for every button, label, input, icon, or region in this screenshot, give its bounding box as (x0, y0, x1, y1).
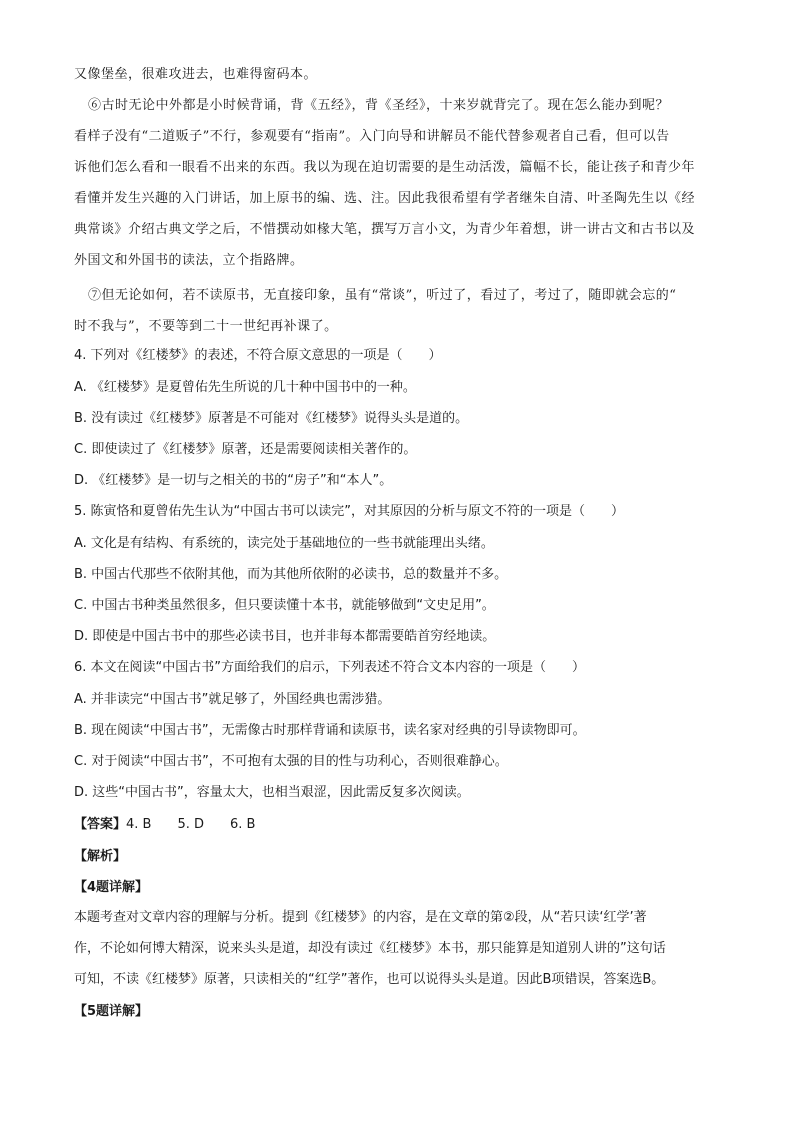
question-stem: 5. 陈寅恪和夏曾佑先生认为“中国古书可以读完”，对其原因的分析与原文不符的一项是（ ） (74, 504, 625, 519)
question-option: B. 没有读过《红楼梦》原著是不可能对《红楼梦》说得头头是道的。 (74, 411, 469, 426)
question-option: D. 《红楼梦》是一切与之相关的书的“房子”和“本人”。 (74, 473, 393, 488)
detail-line: 可知，不读《红楼梦》原著，只读相关的“红学”著作，也可以说得头头是道。因此B项错误，答案选B。 (74, 972, 665, 987)
detail-line: 作，不论如何博大精深，说来头头是道，却没有读过《红楼梦》本书，那只能算是知道别人讲的”这句话 (74, 941, 666, 956)
question-option: A. 文化是有结构、有系统的，读完处于基础地位的一些书就能理出头绪。 (74, 536, 494, 551)
q5-detail-label: 【5题详解】 (74, 1004, 149, 1019)
question-option: B. 现在阅读“中国古书”，无需像古时那样背诵和读原书，读名家对经典的引导读物即可。 (74, 723, 586, 738)
passage-line: ⑦但无论如何，若不读原书，无直接印象，虽有“常谈”，听过了，看过了，考过了，随即就会忘的“ (88, 288, 677, 303)
question-option: A. 《红楼梦》是夏曾佑先生所说的几十种中国书中的一种。 (74, 380, 416, 395)
passage-line: 又像堡垒，很难攻进去，也难得窗码本。 (74, 67, 318, 82)
passage-line: ⑥古时无论中外都是小时候背诵，背《五经》，背《圣经》，十来岁就背完了。现在怎么能办到呢？ (88, 98, 670, 113)
question-stem: 6. 本文在阅读“中国古书”方面给我们的启示，下列表述不符合文本内容的一项是（ ） (74, 660, 586, 675)
question-option: D. 这些“中国古书”，容量太大，也相当艰涩，因此需反复多次阅读。 (74, 785, 470, 800)
passage-line: 看样子没有“二道贩子”不行，参观要有“指南”。入门向导和讲解员不能代替参观者自己看，但可以告 (74, 129, 670, 144)
question-option: A. 并非读完“中国古书”就足够了，外国经典也需涉猎。 (74, 692, 391, 707)
passage-line: 外国文和外国书的读法，立个指路牌。 (74, 253, 304, 268)
question-option: C. 中国古书种类虽然很多，但只要读懂十本书，就能够做到“文史足用”。 (74, 598, 495, 613)
analysis-label: 【解析】 (74, 849, 127, 864)
question-stem: 4. 下列对《红楼梦》的表述，不符合原文意思的一项是（ ） (74, 348, 442, 363)
passage-line: 诉他们怎么看和一眼看不出来的东西。我以为现在迫切需要的是生动活泼，篇幅不长，能让孩子和青少年 (74, 160, 696, 175)
passage-line: 典常谈》介绍古典文学之后，不惜撰动如椽大笔，撰写万言小文，为青少年着想，讲一讲古文和古书以及 (74, 222, 696, 237)
q4-detail-label: 【4题详解】 (74, 880, 149, 895)
answer-line (74, 816, 255, 834)
detail-line: 本题考查对文章内容的理解与分析。提到《红楼梦》的内容，是在文章的第②段，从“若只读‘红学’著 (74, 910, 647, 925)
question-option: C. 对于阅读“中国古书”，不可抱有太强的目的性与功利心，否则很难静心。 (74, 754, 508, 769)
answer-text: 4. B 5. D 6. B (126, 817, 256, 832)
question-option: D. 即使是中国古书中的那些必读书目，也并非每本都需要皓首穷经地读。 (74, 629, 496, 644)
question-option: B. 中国古代那些不依附其他，而为其他所依附的必读书，总的数量并不多。 (74, 567, 508, 582)
question-option: C. 即使读过了《红楼梦》原著，还是需要阅读相关著作的。 (74, 442, 417, 457)
passage-line: 看懂并发生兴趣的入门讲话，加上原书的编、选、注。因此我很希望有学者继朱自清、叶圣陶先生以《经 (74, 191, 696, 206)
answer-label: 【答案】 (74, 817, 127, 832)
passage-line: 时不我与”，不要等到二十一世纪再补课了。 (74, 319, 338, 334)
